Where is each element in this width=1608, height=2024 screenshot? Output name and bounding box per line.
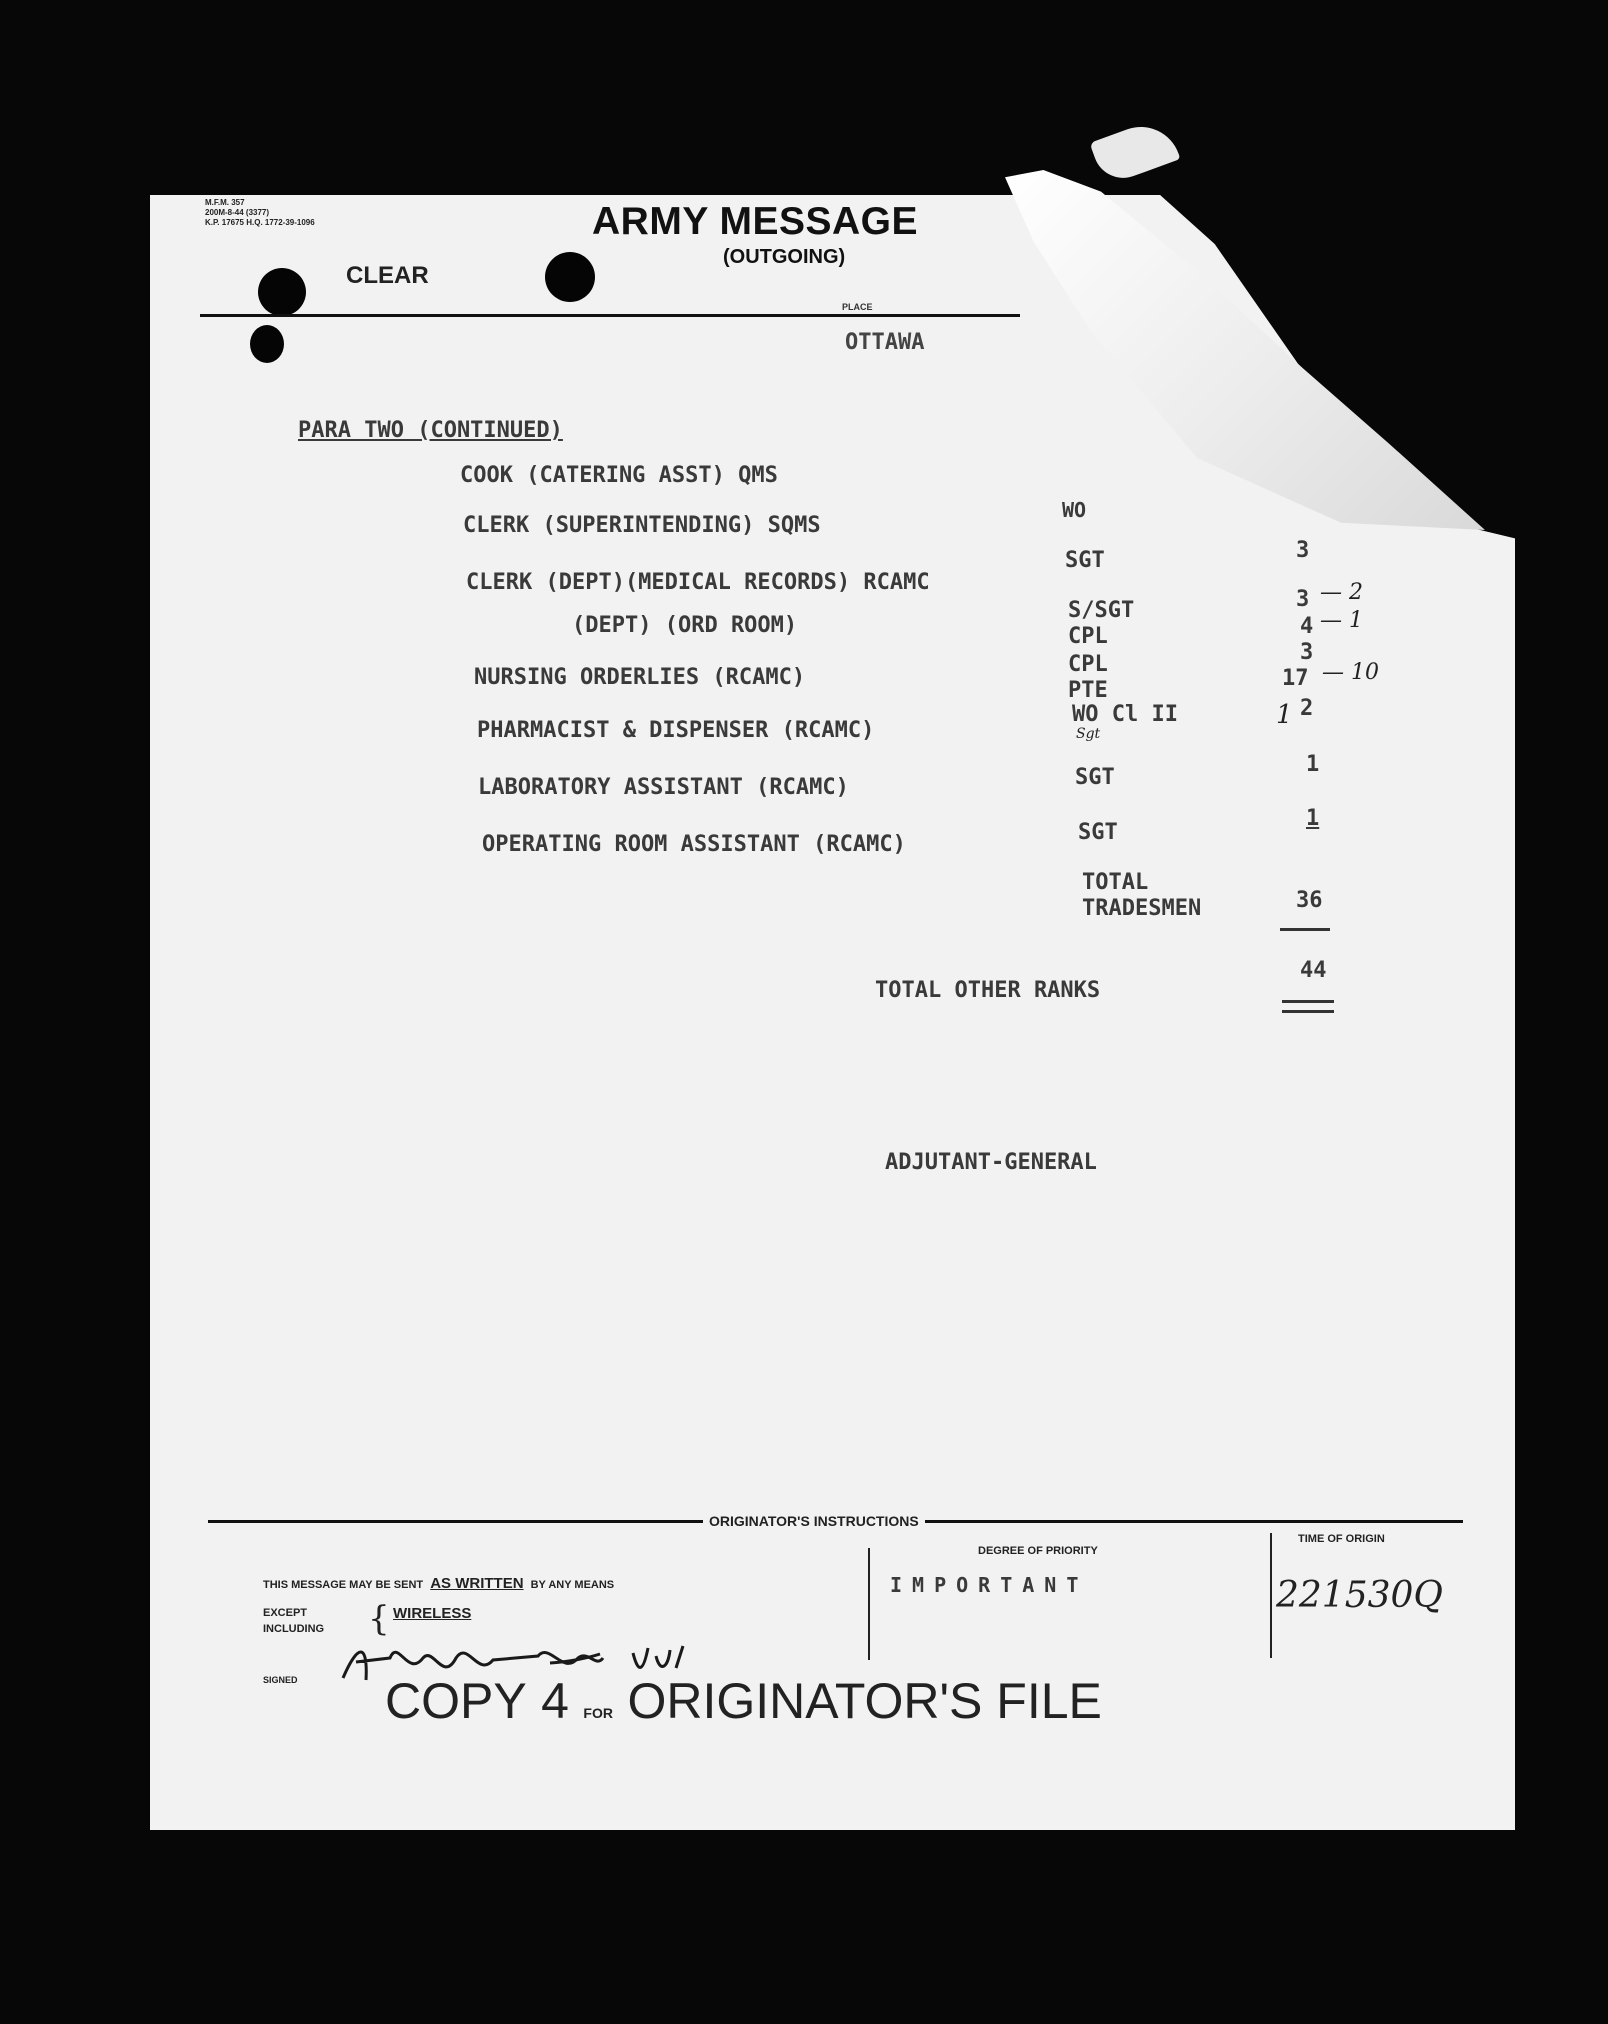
count-value: 2 xyxy=(1300,696,1314,721)
total-tradesmen-value: 36 xyxy=(1296,888,1323,913)
trade-label: CLERK (DEPT)(MEDICAL RECORDS) RCAMC xyxy=(466,570,930,595)
rank-label: WO xyxy=(1062,498,1087,522)
trade-label: COOK (CATERING ASST) QMS xyxy=(460,463,778,488)
handwritten-note: — 1 xyxy=(1320,608,1363,633)
priority-value: IMPORTANT xyxy=(890,1573,1089,1597)
copy-designation xyxy=(385,1672,1102,1730)
rank-label: CPL xyxy=(1068,624,1108,649)
send-means-label xyxy=(263,1575,614,1592)
by-any-means-text: BY ANY MEANS xyxy=(530,1579,615,1591)
form-id-line: 200M-8-44 (3377) xyxy=(205,208,270,217)
trade-label: LABORATORY ASSISTANT (RCAMC) xyxy=(478,775,849,800)
count-value: 17 xyxy=(1282,666,1309,691)
count-value: 1 xyxy=(1306,806,1320,831)
form-identifiers xyxy=(205,198,315,228)
for-word: FOR xyxy=(583,1705,613,1721)
page-title: ARMY MESSAGE xyxy=(592,200,918,243)
total-tradesmen-label: TRADESMEN xyxy=(1082,896,1202,921)
total-rule xyxy=(1282,1010,1334,1013)
header-divider xyxy=(200,314,1020,317)
trade-label: PHARMACIST & DISPENSER (RCAMC) xyxy=(477,718,875,743)
instructions-divider xyxy=(1270,1533,1272,1658)
count-value: 4 xyxy=(1300,614,1314,639)
classification: CLEAR xyxy=(346,262,429,289)
as-written-text: AS WRITTEN xyxy=(430,1575,524,1592)
rank-label: WO Cl II xyxy=(1072,702,1178,727)
total-other-ranks-label: TOTAL OTHER RANKS xyxy=(875,978,1101,1003)
except-label: EXCEPT xyxy=(263,1607,308,1619)
handwritten-count: 1 xyxy=(1276,700,1293,730)
originator-instructions-box xyxy=(208,1513,1463,1685)
page-subtitle: (OUTGOING) xyxy=(723,246,846,268)
light-glint xyxy=(1090,116,1181,187)
section-heading: PARA TWO (CONTINUED) xyxy=(298,418,563,443)
rank-label: SGT xyxy=(1075,765,1115,790)
copy-number: 4 xyxy=(541,1673,569,1729)
total-other-ranks-value: 44 xyxy=(1300,958,1327,983)
instructions-divider xyxy=(868,1548,870,1660)
instructions-heading: ORIGINATOR'S INSTRUCTIONS xyxy=(703,1513,925,1529)
rank-label: PTE xyxy=(1068,678,1108,703)
count-value: 3 xyxy=(1300,640,1314,665)
count-value: 1 xyxy=(1306,752,1320,777)
total-tradesmen-label: TOTAL xyxy=(1082,870,1149,895)
rank-label: SGT xyxy=(1065,548,1105,573)
handwritten-note: — 2 xyxy=(1320,580,1363,605)
count-value: 3 xyxy=(1296,538,1310,563)
time-of-origin: 221530Q xyxy=(1276,1575,1443,1616)
wireless-value: WIRELESS xyxy=(393,1605,472,1622)
file-label: ORIGINATOR'S FILE xyxy=(627,1673,1102,1729)
form-id-line: M.F.M. 357 xyxy=(205,198,245,207)
including-label: INCLUDING xyxy=(263,1623,325,1635)
trade-label: (DEPT) (ORD ROOM) xyxy=(572,613,798,638)
punch-hole xyxy=(258,268,306,316)
trade-label: CLERK (SUPERINTENDING) SQMS xyxy=(463,513,821,538)
may-be-sent-text: THIS MESSAGE MAY BE SENT xyxy=(263,1579,424,1591)
sender: ADJUTANT-GENERAL xyxy=(885,1150,1097,1175)
rank-label: S/SGT xyxy=(1068,598,1135,623)
handwritten-pte-note: 10 xyxy=(1351,660,1379,685)
punch-hole xyxy=(250,325,284,363)
handwritten-note: — 10 xyxy=(1322,660,1379,685)
rank-label: SGT xyxy=(1078,820,1118,845)
form-id-line: K.P. 17675 H.Q. 1772-39-1096 xyxy=(205,218,315,227)
total-rule xyxy=(1282,1000,1334,1003)
trade-label: OPERATING ROOM ASSISTANT (RCAMC) xyxy=(482,832,906,857)
copy-word: COPY xyxy=(385,1673,527,1729)
place-value: OTTAWA xyxy=(845,330,925,355)
time-label: TIME OF ORIGIN xyxy=(1298,1533,1385,1545)
brace-icon: { xyxy=(368,1599,390,1639)
place-label: PLACE xyxy=(842,302,873,312)
signed-label: SIGNED xyxy=(263,1675,298,1685)
handwritten-rank: Sgt xyxy=(1076,726,1101,742)
trade-label: NURSING ORDERLIES (RCAMC) xyxy=(474,665,806,690)
punch-hole xyxy=(545,252,595,302)
handwritten-ss-note: 2 xyxy=(1349,580,1363,605)
rank-label: CPL xyxy=(1068,652,1108,677)
subtotal-rule xyxy=(1280,928,1330,931)
count-value: 3 xyxy=(1296,587,1310,612)
priority-label: DEGREE OF PRIORITY xyxy=(978,1545,1098,1557)
handwritten-cpl-note: 1 xyxy=(1349,608,1363,633)
